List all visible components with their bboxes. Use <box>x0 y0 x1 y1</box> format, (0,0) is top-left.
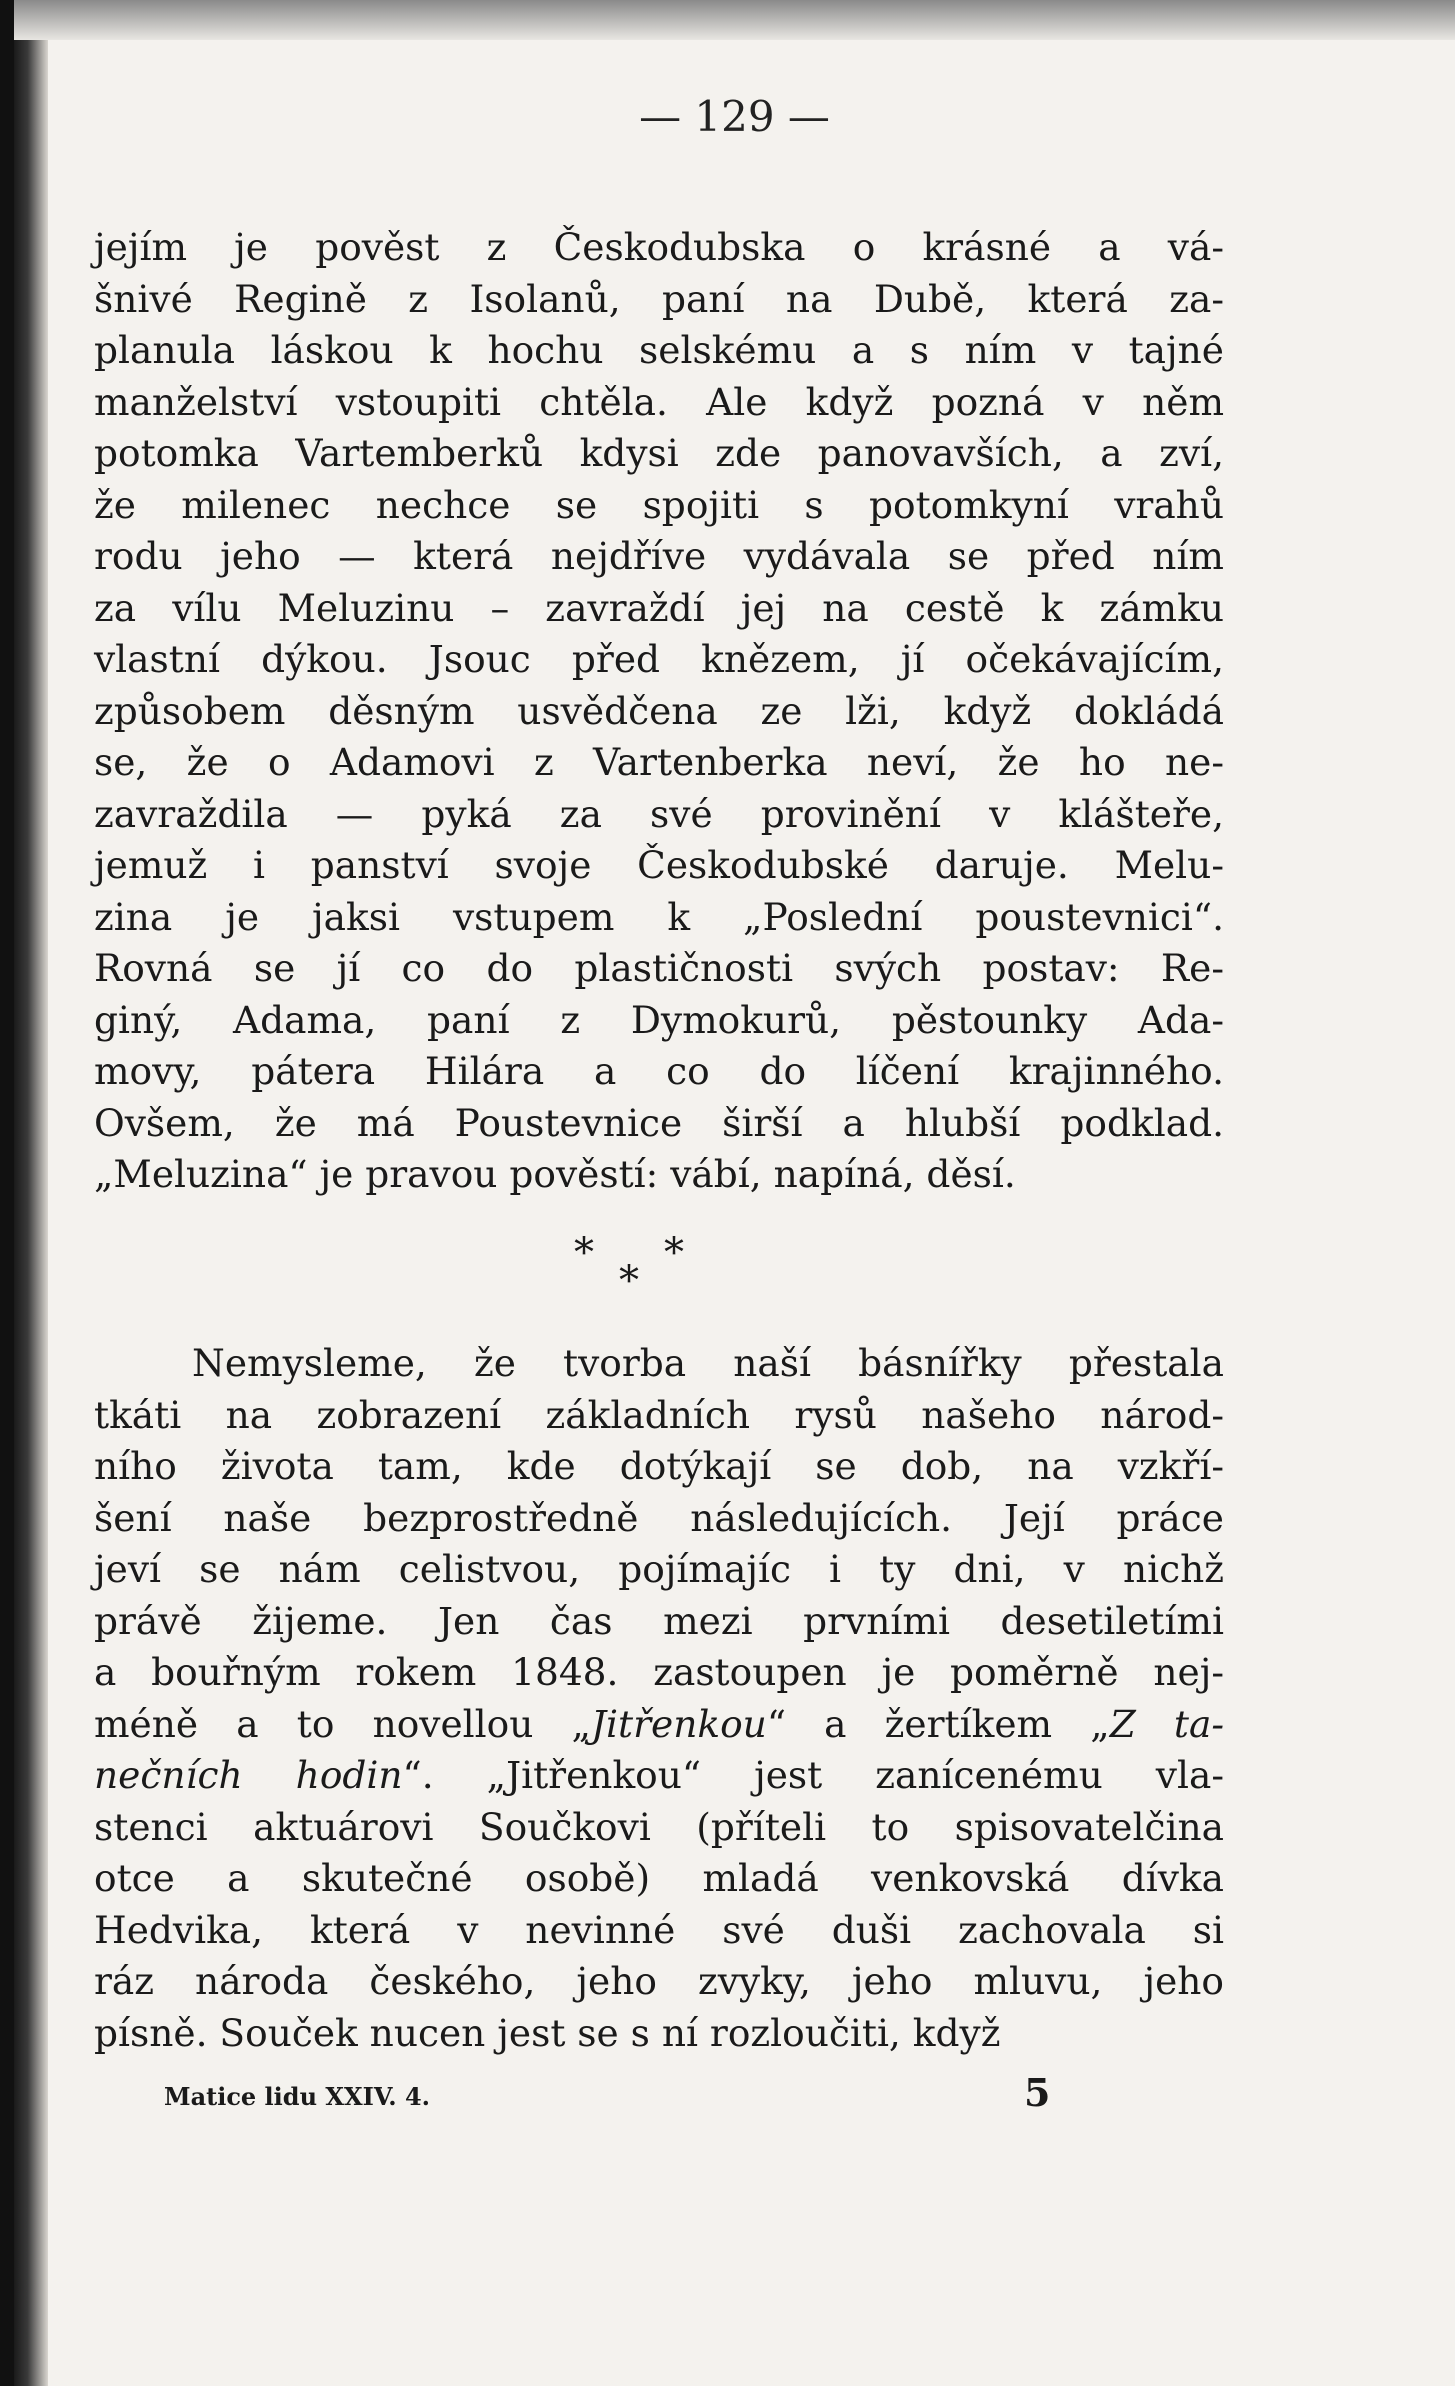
section-break-asterism <box>554 1230 734 1304</box>
page-edge-shadow <box>14 0 48 2386</box>
text-line: šení naše bezprostředně následujících. Její práce <box>94 1495 1224 1540</box>
text-line: Rovná se jí co do plastičnosti svých postav: Re- <box>94 946 1224 990</box>
text-line: zavraždila — pyká za své provinění v klášteře, <box>94 791 1224 836</box>
page-number: — 129 — <box>639 92 830 141</box>
title-z-tanecnich-hodin-part: Z ta- <box>1109 1701 1225 1746</box>
text-line: způsobem děsným usvědčena ze lži, když dokládá <box>94 688 1224 733</box>
text-line: za vílu Meluzinu – zavraždí jej na cestě k zámku <box>94 585 1224 630</box>
text-line <box>94 1750 1224 1802</box>
title-jitrenka: Jitřenkou <box>591 1701 767 1746</box>
paragraph-jitrenka <box>94 1338 1224 2059</box>
page-top-shadow <box>14 0 1455 40</box>
paragraph-meluzina <box>94 222 1224 1201</box>
text-line: zina je jaksi vstupem k „Poslední poustevnici“. <box>94 894 1224 939</box>
text-line: rodu jeho — která nejdříve vydávala se před ním <box>94 534 1224 578</box>
printer-signature: Matice lidu XXIV. 4. <box>164 2082 431 2111</box>
title-z-tanecnich-hodin-part: nečních hodin <box>94 1753 403 1797</box>
asterisk: * <box>574 1230 594 1276</box>
text-line: písně. Souček nucen jest se s ní rozloučiti, když <box>94 2010 1001 2055</box>
text-run: méně a to novellou „ <box>94 1701 591 1746</box>
text-line: Nemysleme, že tvorba naší básnířky přestala <box>192 1341 1224 1385</box>
text-line: planula láskou k hochu selskému a s ním v tajné <box>94 328 1224 372</box>
text-line: tkáti na zobrazení základních rysů našeho národ- <box>94 1392 1224 1437</box>
text-line: že milenec nechce se spojiti s potomkyní vrahů <box>94 482 1224 527</box>
asterisk: * <box>619 1258 639 1304</box>
text-line: a bouřným rokem 1848. zastoupen je poměrně nej- <box>94 1650 1224 1694</box>
text-line: Ovšem, že má Poustevnice širší a hlubší podklad. <box>94 1100 1224 1145</box>
text-line: ráz národa českého, jeho zvyky, jeho mluvu, jeho <box>94 1959 1224 2003</box>
text-line <box>94 1699 1224 1751</box>
text-line: otce a skutečné osobě) mladá venkovská dívka <box>94 1856 1224 1900</box>
sheet-number: 5 <box>1024 2070 1051 2115</box>
text-line: vlastní dýkou. Jsouc před knězem, jí očekávajícím, <box>94 637 1224 681</box>
text-line: Hedvika, která v nevinné své duši zachovala si <box>94 1907 1224 1952</box>
text-line: manželství vstoupiti chtěla. Ale když pozná v něm <box>94 379 1224 424</box>
text-line: jeví se nám celistvou, pojímajíc i ty dni, v nichž <box>94 1547 1224 1591</box>
text-line: giný, Adama, paní z Dymokurů, pěstounky Ada- <box>94 997 1224 1042</box>
text-line: ního života tam, kde dotýkají se dob, na vzkří- <box>94 1444 1224 1488</box>
text-line: potomka Vartemberků kdysi zde panovavších, a zví, <box>94 431 1224 475</box>
asterisk: * <box>664 1230 684 1276</box>
text-line: šnivé Regině z Isolanů, paní na Dubě, která za- <box>94 276 1224 321</box>
text-line: jejím je pověst z Českodubska o krásné a vá- <box>94 225 1224 269</box>
text-line: jemuž i panství svoje Českodubské daruje. Melu- <box>94 843 1224 887</box>
text-line: právě žijeme. Jen čas mezi prvními desetiletími <box>94 1598 1224 1643</box>
text-line: „Meluzina“ je pravou pověstí: vábí, napíná, děsí. <box>94 1152 1016 1196</box>
text-line: stenci aktuárovi Součkovi (příteli to spisovatelčina <box>94 1804 1224 1849</box>
text-run: “ a žertíkem „ <box>766 1701 1110 1746</box>
text-run: “. „Jitřenkou“ jest zanícenému vla- <box>402 1753 1224 1797</box>
text-line: movy, pátera Hilára a co do líčení krajinného. <box>94 1049 1224 1093</box>
book-page <box>14 0 1455 2386</box>
text-line: se, že o Adamovi z Vartenberka neví, že ho ne- <box>94 740 1224 784</box>
